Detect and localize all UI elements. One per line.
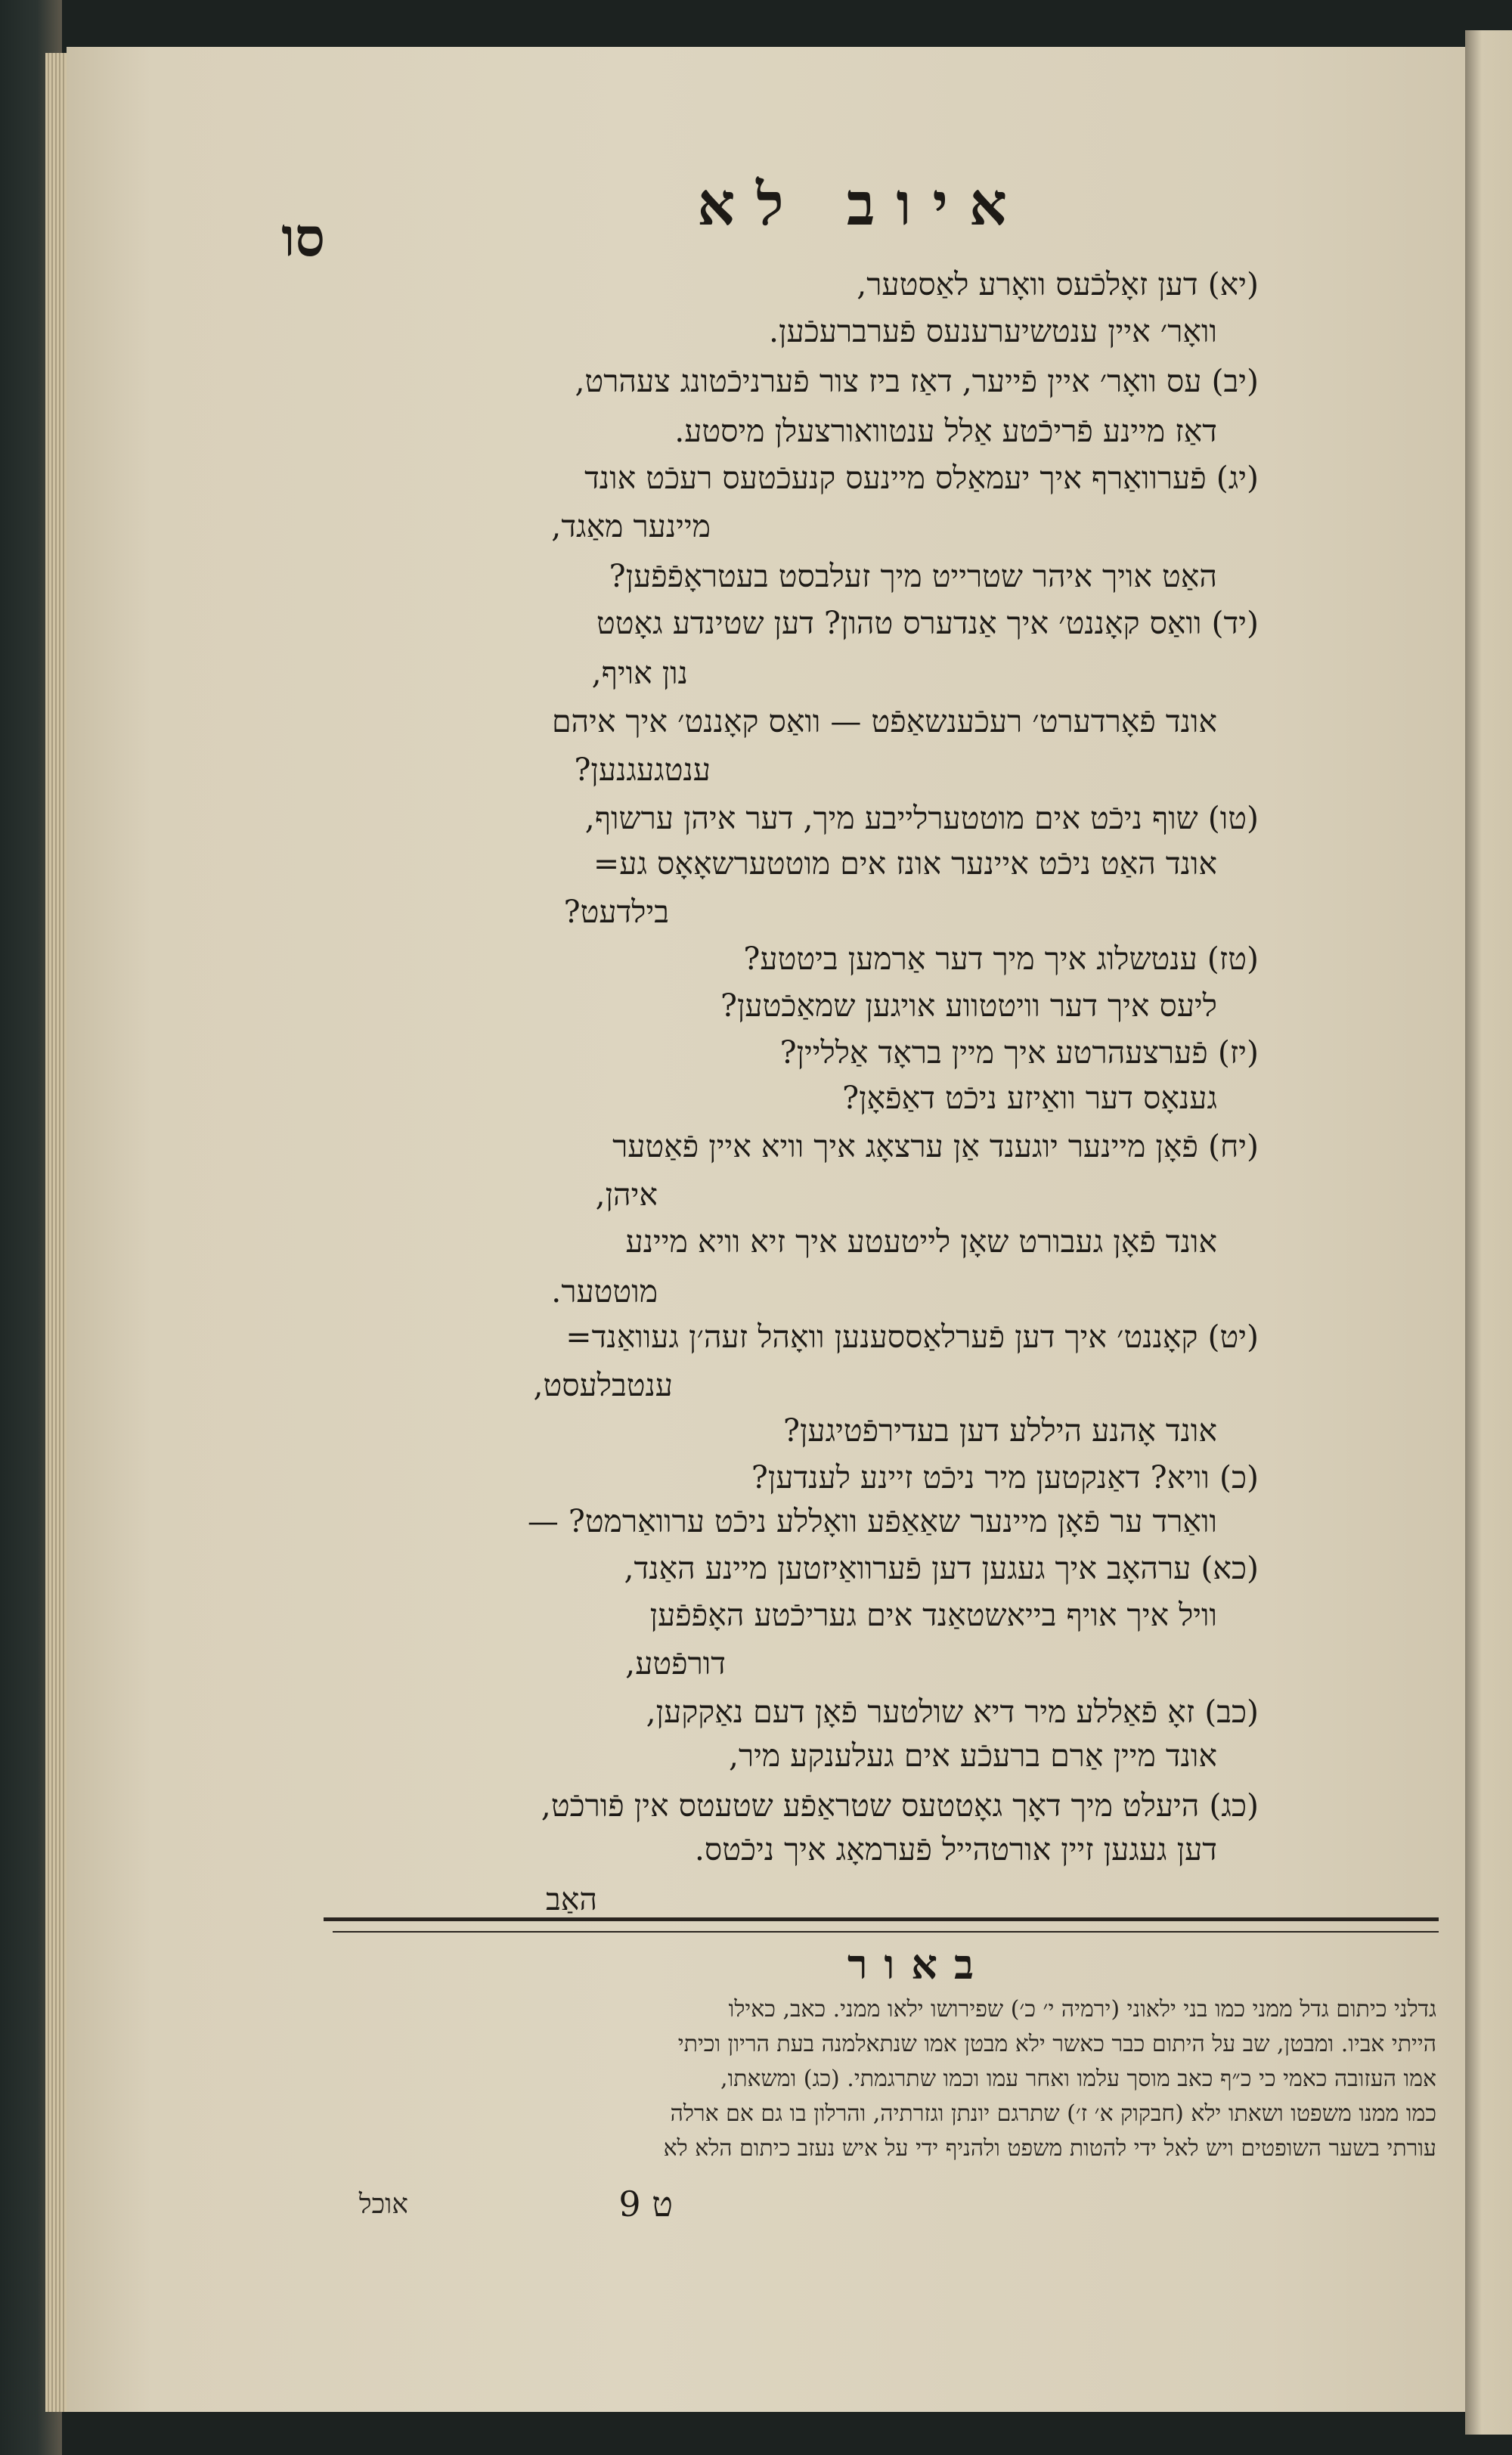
signature-mark: ט 9 <box>618 2184 673 2224</box>
verse-line: וואַרד ער פֿאָן מיינער שאַאַפֿע וואָללע ניכֿט ערוואַרמט? — <box>527 1503 1217 1539</box>
verse-line: אונד פֿאָרדערט׳ רעכֿענשאַפֿט — וואַס קאָננט׳ איך איהם <box>551 703 1217 739</box>
commentary-line: אמו העזובה כאמי כי כ״ף כאב מוסך עלמו ואחר עמו וכמו שתרגמתי. (כג) ומשאתו, <box>720 2066 1436 2092</box>
verse-line: (יא) דען זאָלכֿעס וואָרע לאַסטער, <box>857 266 1259 302</box>
verse-line: האַט אויך איהר שטרייט מיך זעלבסט בעטראָפֿפֿען? <box>609 558 1217 594</box>
commentary-heading: באור <box>847 1940 990 1988</box>
catchword-top: האַב <box>546 1881 597 1917</box>
verse-line: דאַז מיינע פֿריכֿטע אַלל ענטוואורצעלן מיסטע. <box>674 413 1217 449</box>
verse-line: ענטבלעסט, <box>533 1367 673 1403</box>
verse-line: (כא) ערהאָב איך געגען דען פֿערוואַיזטען מיינע האַנד, <box>624 1550 1259 1586</box>
catchword-bottom: אוכל <box>358 2189 408 2220</box>
verse-line: ליעס איך דער וויטטווע אויגען שמאַכֿטען? <box>720 987 1217 1024</box>
verse-line: (יב) עס וואָר׳ איין פֿייער, דאַז ביז צור פֿערניכֿטונג צעהרט, <box>575 363 1259 399</box>
verse-line: אונד אָהנע היללע דען בעדירפֿטיגען? <box>783 1412 1217 1449</box>
commentary-line: כמו ממנו משפטו ושאתו ילא (חבקוק א׳ ז׳) שתרגם יונתן וגזרתיה, והרלון בו גם אם ארלה <box>670 2100 1436 2127</box>
verse-line: מיינער מאַגד, <box>551 508 711 544</box>
verse-line: ענטגעגנען? <box>574 752 711 788</box>
verse-line: (כ) וויא? דאַנקטען מיר ניכֿט זיינע לענדען? <box>751 1459 1259 1496</box>
verse-line: אונד האַט ניכֿט איינער אונז אים מוטטערשאָאָס גע= <box>593 845 1217 882</box>
verse-line: (טו) שוף ניכֿט אים מוטטערלייבע מיך, דער איהן ערשוף, <box>584 800 1259 836</box>
verse-line: (יז) פֿערצעהרטע איך מיין בראָד אַלליין? <box>779 1034 1259 1071</box>
commentary-line: עורתי בשער השופטים ויש לאל ידי להטות משפט ולהניף ידי על איש נעזב כיתום הלא לא <box>663 2135 1436 2162</box>
commentary-line: הייתי אביו. ומבטן, שב על היתום כבר כאשר ילא מבטן אמו שנתאלמנה בעת הריון וכיתי <box>677 2031 1436 2057</box>
verse-line: (יט) קאָננט׳ איך דען פֿערלאַססענען וואָהל זעה׳ן געוואַנד= <box>565 1319 1259 1355</box>
verse-line: אונד פֿאָן געבורט שאָן לייטעטע איך זיא וויא מיינע <box>625 1223 1217 1260</box>
verse-line: בילדעט? <box>563 894 669 930</box>
verse-line: דורפֿטע, <box>625 1645 726 1682</box>
verse-line: (כב) זאָ פֿאַללע מיר דיא שולטער פֿאָן דעם נאַקקען, <box>646 1694 1259 1730</box>
commentary-line: גדלני כיתום גדל ממני כמו בני ילאוני (ירמיה י׳ כ׳) שפירושו ילאו ממני. כאב, כאילו <box>728 1996 1436 2023</box>
divider-rule-thin <box>333 1931 1439 1933</box>
divider-rule <box>324 1917 1439 1921</box>
verse-line: אונד מיין אַרם ברעכֿע אים געלענקע מיר, <box>728 1737 1217 1774</box>
verse-line: (יח) פֿאָן מיינער יוגענד אַן ערצאָג איך וויא איין פֿאַטער <box>612 1128 1259 1164</box>
verse-line: (יג) פֿערוואַרף איך יעמאַלס מיינעס קנעכֿטעס רעכֿט אונד <box>584 460 1259 496</box>
verse-line: (כג) היעלט מיך דאָך גאָטטעס שטראַפֿע שטעטס אין פֿורכֿט, <box>541 1787 1259 1824</box>
verse-line: דען געגען זיין אורטהייל פֿערמאָג איך ניכֿטס. <box>694 1831 1217 1868</box>
page-number: סו <box>281 206 325 268</box>
verse-line: מוטטער. <box>551 1273 658 1310</box>
verse-line: (יד) וואַס קאָננט׳ איך אַנדערס טהון? דען שטינדע גאָטט <box>596 605 1259 641</box>
verse-line: וואָר׳ איין ענטשיערענעס פֿערברעכֿען. <box>769 313 1217 349</box>
running-head: איוב לא <box>697 170 1028 239</box>
verse-line: גענאָס דער וואַיזע ניכֿט דאַפֿאָן? <box>842 1080 1217 1116</box>
verse-line: וויל איך אויף בייאשטאַנד אים געריכֿטע האָפֿפֿען <box>649 1597 1217 1633</box>
verse-line: נון אויף, <box>591 655 688 691</box>
verse-line: (טז) ענטשלוג איך מיך דער אַרמען ביטטע? <box>743 941 1259 977</box>
verse-line: איהן, <box>595 1176 658 1213</box>
facing-page-edge <box>1465 30 1512 2435</box>
